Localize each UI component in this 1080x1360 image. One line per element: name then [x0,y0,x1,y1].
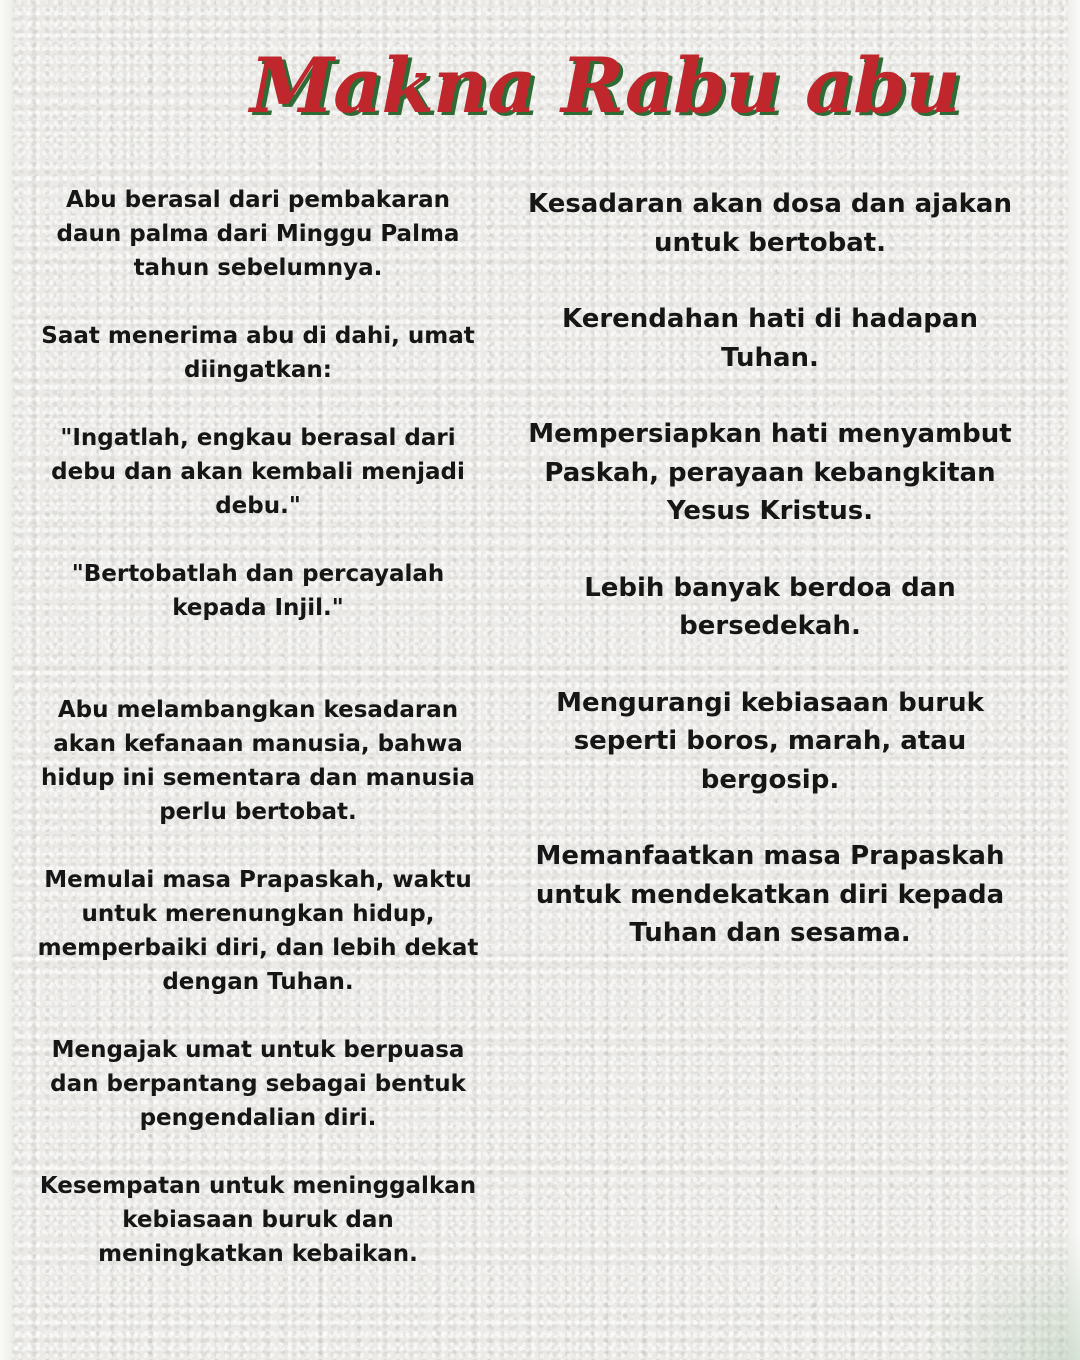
paper-edge-right [1068,0,1080,1360]
paper-edge-left [0,0,12,1360]
right-paragraph-humility: Kerendahan hati di hadapan Tuhan. [562,304,978,373]
right-paragraph-draw-closer: Memanfaatkan masa Prapaskah untuk mendekatkan diri kepada Tuhan dan sesama. [535,841,1005,948]
left-paragraph-quote-repent: "Bertobatlah dan percayalah kepada Injil." [71,561,445,621]
left-paragraph-lent-start: Memulai masa Prapaskah, waktu untuk merenungkan hidup, memperbaiki diri, dan lebih dekat dengan Tuhan. [37,867,479,995]
right-paragraph-bad-habits: Mengurangi kebiasaan buruk seperti boros, marah, atau bergosip. [556,687,984,795]
left-paragraph-ash-symbol: Abu melambangkan kesadaran akan kefanaan manusia, bahwa hidup ini sementara dan manusia perlu bertobat. [40,697,476,825]
left-paragraph-opportunity: Kesempatan untuk meninggalkan kebiasaan buruk dan meningkatkan kebaikan. [39,1173,477,1267]
left-column [30,183,486,1271]
right-paragraph-prayer: Lebih banyak berdoa dan bersedekah. [584,572,956,641]
right-paragraph-prepare-easter: Mempersiapkan hati menyambut Paskah, perayaan kebangkitan Yesus Kristus. [528,419,1012,526]
left-paragraph-fasting: Mengajak umat untuk berpuasa dan berpantang sebagai bentuk pengendalian diri. [50,1037,466,1131]
right-paragraph-sin-awareness: Kesadaran akan dosa dan ajakan untuk bertobat. [528,189,1012,258]
left-paragraph-receiving-ash: Saat menerima abu di dahi, umat diingatkan: [41,323,475,383]
right-column [520,185,1020,953]
corner-tint [920,1230,1080,1360]
page-title: Makna Rabu abu [250,41,960,130]
left-paragraph-ash-origin: Abu berasal dari pembakaran daun palma dari Minggu Palma tahun sebelumnya. [56,187,460,281]
left-paragraph-quote-dust: "Ingatlah, engkau berasal dari debu dan akan kembali menjadi debu." [51,425,465,519]
